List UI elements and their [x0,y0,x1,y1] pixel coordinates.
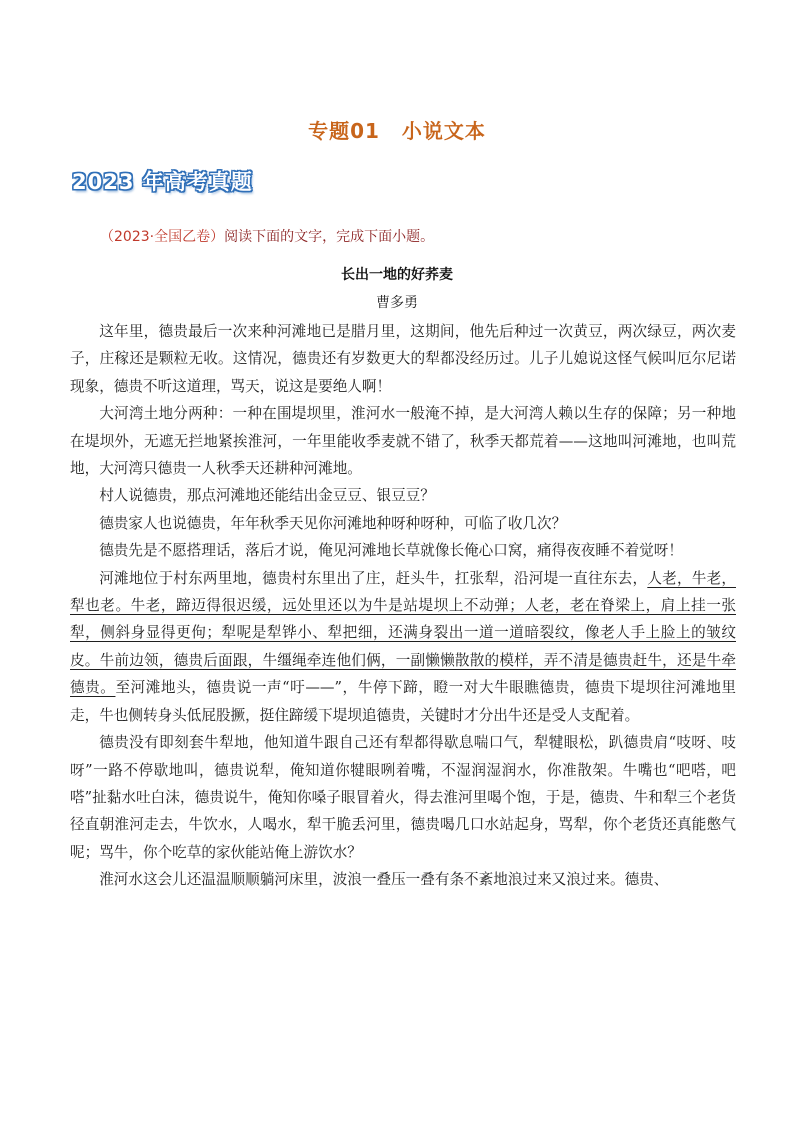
paragraph-5: 德贵先是不愿搭理话，落后才说，俺见河滩地长草就像长俺心口窝，痛得夜夜睡不着觉呀！ [99,542,683,560]
paragraph-6 [70,565,736,729]
title-topic-number: 专题01 [308,119,380,143]
paragraph-6-intro: 河滩地位于村东两里地，德贵村东里出了庄，赶头牛，扛张犁，沿河堤一直往东去， [99,569,648,587]
title-topic-name: 小说文本 [401,119,486,143]
paragraph-2: 大河湾土地分两种：一种在围堤坝里，淮河水一般淹不掉，是大河湾人赖以生存的保障；另一种地在堤坝外，无遮无拦地紧挨淮河，一年里能收季麦就不错了，秋季天都荒着——这地叫河滩地，也叫荒地，大河湾只德贵一人秋季天还耕种河滩地。 [70,405,736,478]
paragraph-1: 这年里，德贵最后一次来种河滩地已是腊月里，这期间，他先后种过一次黄豆，两次绿豆，两次麦子，庄稼还是颗粒无收。这情况，德贵还有岁数更大的犁都没经历过。儿子儿媳说这怪气候叫厄尔尼诺现象，德贵不听这道理，骂天，说这是要绝人啊！ [70,323,736,395]
paragraph-6-rest: 至河滩地头，德贵说一声“吁——”，牛停下蹄，瞪一对大牛眼瞧德贵，德贵下堤坝往河滩地里走，牛也侧转身头低屁股撅，挺住蹄缓下堤坝追德贵，关键时才分出牛还是受人支配着。 [70,679,736,724]
question-prompt [100,226,434,246]
story-body [70,318,736,894]
paragraph-7: 德贵没有即刻套牛犁地，他知道牛跟自己还有犁都得歇息喘口气，犁犍眼松，趴德贵肩“吱呀、吱呀”一路不停歇地叫，德贵说犁，俺知道你犍眼咧着嘴，不湿润湿润水，你准散架。牛嘴也“吧嗒，吧嗒”扯黏水吐白沫，德贵说牛，俺知你嗓子眼冒着火，得去淮河里喝个饱，于是，德贵、牛和犁三个老货径直朝淮河走去，牛饮水，人喝水，犁干脆丢河里，德贵喝几口水站起身，骂犁，你个老货还真能憋气呢；骂牛，你个吃草的家伙能站俺上游饮水？ [70,734,736,861]
paragraph-3: 村人说德贵，那点河滩地还能结出金豆豆、银豆豆？ [99,487,435,505]
question-source: （2023·全国乙卷） [100,229,225,245]
story-title: 长出一地的好荞麦 [341,267,453,283]
story-author: 曹多勇 [376,295,418,311]
question-instruction: 阅读下面的文字，完成下面小题。 [224,229,435,245]
underlined-passage: 人老，牛老，犁也老。牛老，蹄迈得很迟缓，远处里还以为牛是站堤坝上不动弹；人老，老在脊梁上，肩上挂一张犁，侧斜身显得更佝；犁呢是犁铧小、犁把细，还满身裂出一道一道暗裂纹，像老人手上脸上的皱纹皮。牛前边领，德贵后面跟，牛缰绳牵连他们俩，一副懒懒散散的模样，弄不清是德贵赶牛，还是牛牵德贵。 [70,569,736,697]
page-title [0,115,794,144]
paragraph-4: 德贵家人也说德贵，年年秋季天见你河滩地种呀种呀种，可临了收几次？ [99,514,567,532]
section-heading: 2023 年高考真题 [72,170,253,194]
paragraph-8: 淮河水这会儿还温温顺顺躺河床里，波浪一叠压一叠有条不紊地浪过来又浪过来。德贵、 [99,871,669,889]
